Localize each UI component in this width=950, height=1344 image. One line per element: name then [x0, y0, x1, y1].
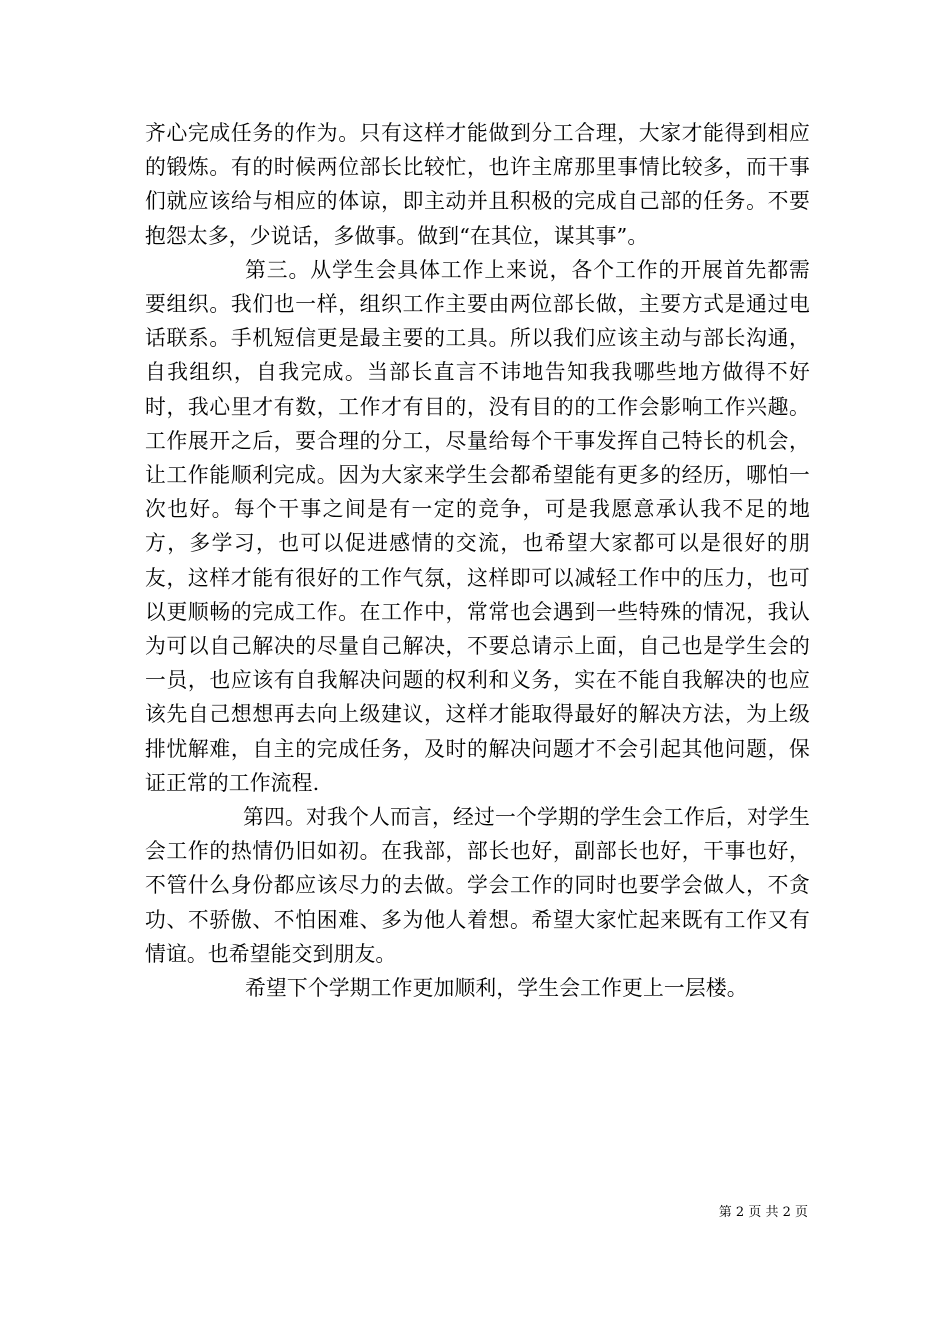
paragraph-4: 希望下个学期工作更加顺利，学生会工作更上一层楼。	[245, 976, 748, 1001]
page-footer	[719, 1205, 808, 1221]
page-number: 第 2 页 共 2 页	[718, 1205, 808, 1220]
paragraph-2: 第三。从学生会具体工作上来说，各个工作的开展首先都需要组织。我们也一样，组织工作主要由两位部长做，主要方式是通过电话联系。手机短信更是最主要的工具。所以我们应该主动与部长沟通，自我组织，自我完成。当部长直言不讳地告知我我哪些地方做得不好时，我心里才有数，工作才有目的，没有目的的工作会影响工作兴趣。工作展开之后，要合理的分工，尽量给每个干事发挥自己特长的机会，让工作能顺利完成。因为大家来学生会都希望能有更多的经历，哪怕一次也好。每个干事之间是有一定的竞争，可是我愿意承认我不足的地方，多学习，也可以促进感情的交流，也希望大家都可以是很好的朋友，这样才能有很好的工作气氛，这样即可以减轻工作中的压力，也可以更顺畅的完成工作。在工作中，常常也会遇到一些特殊的情况，我认为可以自己解决的尽量自己解决，不要总请示上面，自己也是学生会的一员，也应该有自我解决问题的权利和义务，实在不能自我解决的也应该先自己想想再去向上级建议，这样才能取得最好的解决方法，为上级排忧解难，自主的完成任务，及时的解决问题才不会引起其他问题，保证正常的工作流程.	[145, 257, 810, 795]
paragraph-1: 齐心完成任务的作为。只有这样才能做到分工合理，大家才能得到相应的锻炼。有的时候两位部长比较忙，也许主席那里事情比较多，而干事们就应该给与相应的体谅，即主动并且积极的完成自己部的任务。不要抱怨太多，少说话，多做事。做到“在其位，谋其事”。	[145, 121, 810, 248]
paragraph-3: 第四。对我个人而言，经过一个学期的学生会工作后，对学生会工作的热情仍旧如初。在我部，部长也好，副部长也好，干事也好，不管什么身份都应该尽力的去做。学会工作的同时也要学会做人，不贪功、不骄傲、不怕困难、多为他人着想。希望大家忙起来既有工作又有情谊。也希望能交到朋友。	[145, 805, 810, 966]
body-text	[145, 116, 810, 1005]
